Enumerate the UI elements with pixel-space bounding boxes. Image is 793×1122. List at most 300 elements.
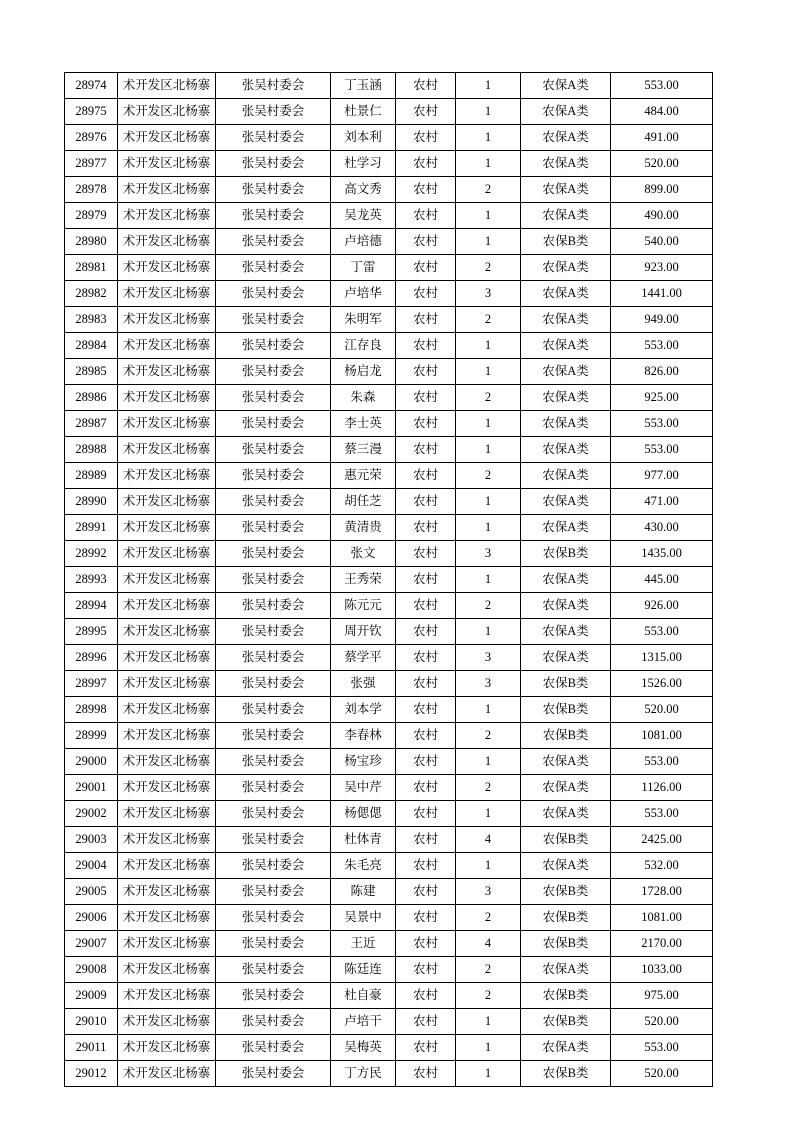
cell-category: 农保A类 [521, 255, 611, 281]
cell-name: 李春林 [331, 723, 396, 749]
cell-id: 29003 [65, 827, 118, 853]
cell-count: 2 [456, 775, 521, 801]
cell-residence: 农村 [396, 177, 456, 203]
cell-name: 丁方民 [331, 1061, 396, 1087]
cell-name: 丁玉涵 [331, 73, 396, 99]
cell-committee: 张吴村委会 [216, 801, 331, 827]
cell-district: 术开发区北杨寨 [118, 541, 216, 567]
cell-count: 1 [456, 697, 521, 723]
cell-committee: 张吴村委会 [216, 99, 331, 125]
cell-id: 28994 [65, 593, 118, 619]
cell-residence: 农村 [396, 827, 456, 853]
table-row [65, 671, 713, 697]
cell-district: 术开发区北杨寨 [118, 671, 216, 697]
cell-count: 1 [456, 1009, 521, 1035]
cell-id: 29004 [65, 853, 118, 879]
table-row [65, 151, 713, 177]
table-row [65, 281, 713, 307]
cell-id: 28999 [65, 723, 118, 749]
cell-residence: 农村 [396, 1061, 456, 1087]
cell-residence: 农村 [396, 541, 456, 567]
cell-id: 29011 [65, 1035, 118, 1061]
cell-name: 江存良 [331, 333, 396, 359]
cell-committee: 张吴村委会 [216, 359, 331, 385]
cell-name: 杜自豪 [331, 983, 396, 1009]
cell-amount: 553.00 [611, 73, 713, 99]
cell-amount: 923.00 [611, 255, 713, 281]
cell-residence: 农村 [396, 723, 456, 749]
cell-amount: 949.00 [611, 307, 713, 333]
cell-committee: 张吴村委会 [216, 983, 331, 1009]
table-row [65, 359, 713, 385]
cell-committee: 张吴村委会 [216, 853, 331, 879]
cell-amount: 1081.00 [611, 905, 713, 931]
table-row [65, 853, 713, 879]
cell-district: 术开发区北杨寨 [118, 307, 216, 333]
table-row [65, 385, 713, 411]
cell-committee: 张吴村委会 [216, 307, 331, 333]
cell-name: 陈元元 [331, 593, 396, 619]
table-row [65, 775, 713, 801]
cell-residence: 农村 [396, 671, 456, 697]
cell-category: 农保A类 [521, 957, 611, 983]
cell-name: 陈廷连 [331, 957, 396, 983]
cell-amount: 1033.00 [611, 957, 713, 983]
cell-count: 1 [456, 203, 521, 229]
cell-committee: 张吴村委会 [216, 1009, 331, 1035]
cell-name: 朱森 [331, 385, 396, 411]
cell-count: 2 [456, 983, 521, 1009]
cell-id: 29009 [65, 983, 118, 1009]
cell-category: 农保A类 [521, 801, 611, 827]
cell-category: 农保A类 [521, 307, 611, 333]
table-row [65, 333, 713, 359]
benefits-table [64, 72, 713, 1087]
cell-category: 农保A类 [521, 281, 611, 307]
cell-id: 28997 [65, 671, 118, 697]
cell-count: 1 [456, 437, 521, 463]
cell-category: 农保A类 [521, 593, 611, 619]
cell-category: 农保B类 [521, 1009, 611, 1035]
cell-amount: 925.00 [611, 385, 713, 411]
cell-committee: 张吴村委会 [216, 567, 331, 593]
cell-residence: 农村 [396, 229, 456, 255]
cell-residence: 农村 [396, 411, 456, 437]
cell-amount: 553.00 [611, 1035, 713, 1061]
cell-category: 农保A类 [521, 853, 611, 879]
cell-district: 术开发区北杨寨 [118, 177, 216, 203]
table-row [65, 177, 713, 203]
cell-committee: 张吴村委会 [216, 775, 331, 801]
table-row [65, 1035, 713, 1061]
cell-id: 28991 [65, 515, 118, 541]
table-row [65, 931, 713, 957]
cell-category: 农保A类 [521, 1035, 611, 1061]
cell-count: 1 [456, 229, 521, 255]
cell-name: 胡任芝 [331, 489, 396, 515]
cell-name: 杜景仁 [331, 99, 396, 125]
cell-name: 张强 [331, 671, 396, 697]
cell-count: 3 [456, 541, 521, 567]
cell-category: 农保A类 [521, 775, 611, 801]
cell-count: 2 [456, 593, 521, 619]
table-row [65, 99, 713, 125]
cell-amount: 926.00 [611, 593, 713, 619]
cell-category: 农保A类 [521, 99, 611, 125]
cell-id: 28995 [65, 619, 118, 645]
cell-committee: 张吴村委会 [216, 125, 331, 151]
cell-amount: 553.00 [611, 749, 713, 775]
cell-amount: 1315.00 [611, 645, 713, 671]
table-row [65, 1009, 713, 1035]
cell-amount: 1728.00 [611, 879, 713, 905]
cell-name: 杜体青 [331, 827, 396, 853]
cell-category: 农保B类 [521, 671, 611, 697]
cell-district: 术开发区北杨寨 [118, 827, 216, 853]
cell-district: 术开发区北杨寨 [118, 879, 216, 905]
cell-count: 2 [456, 957, 521, 983]
cell-residence: 农村 [396, 1009, 456, 1035]
cell-count: 4 [456, 931, 521, 957]
table-row [65, 801, 713, 827]
cell-id: 28982 [65, 281, 118, 307]
cell-residence: 农村 [396, 515, 456, 541]
cell-count: 2 [456, 385, 521, 411]
cell-committee: 张吴村委会 [216, 827, 331, 853]
cell-name: 周开钦 [331, 619, 396, 645]
cell-amount: 553.00 [611, 801, 713, 827]
cell-name: 吴景中 [331, 905, 396, 931]
cell-count: 1 [456, 749, 521, 775]
cell-residence: 农村 [396, 957, 456, 983]
cell-district: 术开发区北杨寨 [118, 957, 216, 983]
cell-committee: 张吴村委会 [216, 203, 331, 229]
cell-residence: 农村 [396, 255, 456, 281]
table-row [65, 827, 713, 853]
cell-id: 28990 [65, 489, 118, 515]
table-row [65, 463, 713, 489]
cell-residence: 农村 [396, 489, 456, 515]
cell-category: 农保A类 [521, 203, 611, 229]
cell-category: 农保B类 [521, 541, 611, 567]
cell-district: 术开发区北杨寨 [118, 983, 216, 1009]
cell-category: 农保B类 [521, 905, 611, 931]
cell-amount: 520.00 [611, 151, 713, 177]
cell-name: 李士英 [331, 411, 396, 437]
cell-name: 杨偲偲 [331, 801, 396, 827]
table-row [65, 593, 713, 619]
cell-name: 蔡学平 [331, 645, 396, 671]
cell-category: 农保B类 [521, 723, 611, 749]
cell-name: 卢培德 [331, 229, 396, 255]
cell-name: 卢培华 [331, 281, 396, 307]
cell-residence: 农村 [396, 567, 456, 593]
cell-committee: 张吴村委会 [216, 879, 331, 905]
table-row [65, 957, 713, 983]
table-row [65, 515, 713, 541]
cell-count: 3 [456, 281, 521, 307]
cell-residence: 农村 [396, 775, 456, 801]
cell-id: 28983 [65, 307, 118, 333]
cell-id: 29008 [65, 957, 118, 983]
cell-id: 29012 [65, 1061, 118, 1087]
cell-category: 农保A类 [521, 749, 611, 775]
cell-committee: 张吴村委会 [216, 957, 331, 983]
cell-category: 农保A类 [521, 515, 611, 541]
cell-amount: 553.00 [611, 619, 713, 645]
cell-id: 29005 [65, 879, 118, 905]
cell-committee: 张吴村委会 [216, 385, 331, 411]
cell-amount: 899.00 [611, 177, 713, 203]
cell-category: 农保B类 [521, 1061, 611, 1087]
cell-district: 术开发区北杨寨 [118, 255, 216, 281]
cell-category: 农保A类 [521, 151, 611, 177]
cell-committee: 张吴村委会 [216, 1035, 331, 1061]
cell-district: 术开发区北杨寨 [118, 515, 216, 541]
cell-name: 高文秀 [331, 177, 396, 203]
cell-name: 吴中芹 [331, 775, 396, 801]
cell-category: 农保A类 [521, 125, 611, 151]
cell-district: 术开发区北杨寨 [118, 385, 216, 411]
cell-name: 刘本利 [331, 125, 396, 151]
cell-name: 惠元荣 [331, 463, 396, 489]
cell-category: 农保A类 [521, 567, 611, 593]
cell-amount: 1441.00 [611, 281, 713, 307]
cell-id: 28976 [65, 125, 118, 151]
cell-count: 1 [456, 411, 521, 437]
cell-id: 28984 [65, 333, 118, 359]
cell-committee: 张吴村委会 [216, 697, 331, 723]
cell-district: 术开发区北杨寨 [118, 229, 216, 255]
cell-amount: 1126.00 [611, 775, 713, 801]
cell-amount: 540.00 [611, 229, 713, 255]
cell-count: 3 [456, 879, 521, 905]
cell-committee: 张吴村委会 [216, 749, 331, 775]
cell-amount: 430.00 [611, 515, 713, 541]
cell-category: 农保B类 [521, 827, 611, 853]
cell-count: 1 [456, 99, 521, 125]
cell-district: 术开发区北杨寨 [118, 801, 216, 827]
cell-id: 29001 [65, 775, 118, 801]
cell-count: 1 [456, 151, 521, 177]
cell-category: 农保B类 [521, 879, 611, 905]
cell-residence: 农村 [396, 437, 456, 463]
cell-amount: 553.00 [611, 411, 713, 437]
cell-count: 1 [456, 73, 521, 99]
cell-committee: 张吴村委会 [216, 931, 331, 957]
cell-residence: 农村 [396, 853, 456, 879]
cell-category: 农保A类 [521, 619, 611, 645]
cell-id: 29007 [65, 931, 118, 957]
cell-count: 3 [456, 671, 521, 697]
cell-count: 1 [456, 1061, 521, 1087]
cell-count: 1 [456, 489, 521, 515]
cell-amount: 553.00 [611, 333, 713, 359]
cell-count: 2 [456, 723, 521, 749]
cell-residence: 农村 [396, 281, 456, 307]
cell-name: 杨宝珍 [331, 749, 396, 775]
cell-residence: 农村 [396, 801, 456, 827]
table-row [65, 697, 713, 723]
cell-name: 吴龙英 [331, 203, 396, 229]
table-row [65, 203, 713, 229]
cell-name: 黄清贵 [331, 515, 396, 541]
cell-district: 术开发区北杨寨 [118, 931, 216, 957]
cell-amount: 532.00 [611, 853, 713, 879]
cell-district: 术开发区北杨寨 [118, 1035, 216, 1061]
cell-district: 术开发区北杨寨 [118, 99, 216, 125]
cell-district: 术开发区北杨寨 [118, 411, 216, 437]
cell-id: 28987 [65, 411, 118, 437]
cell-district: 术开发区北杨寨 [118, 645, 216, 671]
cell-residence: 农村 [396, 333, 456, 359]
cell-residence: 农村 [396, 359, 456, 385]
table-row [65, 905, 713, 931]
cell-category: 农保B类 [521, 931, 611, 957]
cell-amount: 1435.00 [611, 541, 713, 567]
cell-id: 28998 [65, 697, 118, 723]
cell-district: 术开发区北杨寨 [118, 853, 216, 879]
cell-category: 农保A类 [521, 359, 611, 385]
cell-count: 2 [456, 905, 521, 931]
cell-id: 29010 [65, 1009, 118, 1035]
cell-amount: 2425.00 [611, 827, 713, 853]
cell-amount: 2170.00 [611, 931, 713, 957]
cell-residence: 农村 [396, 931, 456, 957]
cell-category: 农保A类 [521, 411, 611, 437]
cell-category: 农保B类 [521, 697, 611, 723]
cell-committee: 张吴村委会 [216, 541, 331, 567]
cell-count: 2 [456, 255, 521, 281]
cell-count: 1 [456, 619, 521, 645]
cell-residence: 农村 [396, 593, 456, 619]
cell-committee: 张吴村委会 [216, 463, 331, 489]
cell-amount: 491.00 [611, 125, 713, 151]
cell-residence: 农村 [396, 73, 456, 99]
cell-district: 术开发区北杨寨 [118, 567, 216, 593]
cell-residence: 农村 [396, 203, 456, 229]
cell-district: 术开发区北杨寨 [118, 775, 216, 801]
cell-residence: 农村 [396, 1035, 456, 1061]
cell-name: 王秀荣 [331, 567, 396, 593]
cell-district: 术开发区北杨寨 [118, 151, 216, 177]
cell-count: 2 [456, 177, 521, 203]
cell-amount: 1081.00 [611, 723, 713, 749]
cell-district: 术开发区北杨寨 [118, 749, 216, 775]
cell-district: 术开发区北杨寨 [118, 593, 216, 619]
cell-district: 术开发区北杨寨 [118, 333, 216, 359]
cell-name: 朱毛亮 [331, 853, 396, 879]
cell-name: 杜学习 [331, 151, 396, 177]
cell-category: 农保A类 [521, 645, 611, 671]
table-row [65, 645, 713, 671]
cell-committee: 张吴村委会 [216, 281, 331, 307]
cell-committee: 张吴村委会 [216, 255, 331, 281]
cell-id: 28988 [65, 437, 118, 463]
cell-amount: 1526.00 [611, 671, 713, 697]
table-row [65, 73, 713, 99]
cell-residence: 农村 [396, 307, 456, 333]
table-row [65, 879, 713, 905]
cell-committee: 张吴村委会 [216, 73, 331, 99]
cell-name: 杨启龙 [331, 359, 396, 385]
table-row [65, 489, 713, 515]
cell-name: 蔡三漫 [331, 437, 396, 463]
cell-committee: 张吴村委会 [216, 489, 331, 515]
cell-category: 农保A类 [521, 489, 611, 515]
cell-id: 28981 [65, 255, 118, 281]
cell-committee: 张吴村委会 [216, 905, 331, 931]
cell-committee: 张吴村委会 [216, 333, 331, 359]
cell-id: 28977 [65, 151, 118, 177]
cell-committee: 张吴村委会 [216, 515, 331, 541]
cell-residence: 农村 [396, 879, 456, 905]
cell-amount: 553.00 [611, 437, 713, 463]
cell-district: 术开发区北杨寨 [118, 125, 216, 151]
cell-committee: 张吴村委会 [216, 1061, 331, 1087]
cell-district: 术开发区北杨寨 [118, 73, 216, 99]
cell-district: 术开发区北杨寨 [118, 1061, 216, 1087]
table-row [65, 541, 713, 567]
cell-district: 术开发区北杨寨 [118, 203, 216, 229]
cell-district: 术开发区北杨寨 [118, 905, 216, 931]
cell-district: 术开发区北杨寨 [118, 619, 216, 645]
cell-residence: 农村 [396, 983, 456, 1009]
cell-count: 1 [456, 333, 521, 359]
cell-district: 术开发区北杨寨 [118, 723, 216, 749]
cell-committee: 张吴村委会 [216, 645, 331, 671]
table-row [65, 983, 713, 1009]
cell-district: 术开发区北杨寨 [118, 489, 216, 515]
cell-district: 术开发区北杨寨 [118, 359, 216, 385]
cell-name: 陈建 [331, 879, 396, 905]
cell-id: 28996 [65, 645, 118, 671]
cell-amount: 520.00 [611, 1061, 713, 1087]
cell-id: 28986 [65, 385, 118, 411]
cell-category: 农保A类 [521, 463, 611, 489]
cell-committee: 张吴村委会 [216, 411, 331, 437]
cell-count: 1 [456, 515, 521, 541]
cell-committee: 张吴村委会 [216, 619, 331, 645]
cell-amount: 520.00 [611, 697, 713, 723]
cell-residence: 农村 [396, 385, 456, 411]
cell-count: 1 [456, 853, 521, 879]
cell-district: 术开发区北杨寨 [118, 463, 216, 489]
cell-id: 28992 [65, 541, 118, 567]
table-row [65, 619, 713, 645]
table-row [65, 437, 713, 463]
cell-category: 农保A类 [521, 73, 611, 99]
cell-district: 术开发区北杨寨 [118, 1009, 216, 1035]
table-row [65, 229, 713, 255]
table-row [65, 125, 713, 151]
table-row [65, 723, 713, 749]
cell-count: 1 [456, 801, 521, 827]
cell-residence: 农村 [396, 151, 456, 177]
cell-count: 1 [456, 567, 521, 593]
cell-id: 29000 [65, 749, 118, 775]
cell-amount: 977.00 [611, 463, 713, 489]
cell-district: 术开发区北杨寨 [118, 437, 216, 463]
cell-amount: 484.00 [611, 99, 713, 125]
cell-id: 28989 [65, 463, 118, 489]
cell-amount: 826.00 [611, 359, 713, 385]
cell-residence: 农村 [396, 645, 456, 671]
table-row [65, 255, 713, 281]
cell-residence: 农村 [396, 125, 456, 151]
cell-count: 1 [456, 1035, 521, 1061]
cell-count: 3 [456, 645, 521, 671]
